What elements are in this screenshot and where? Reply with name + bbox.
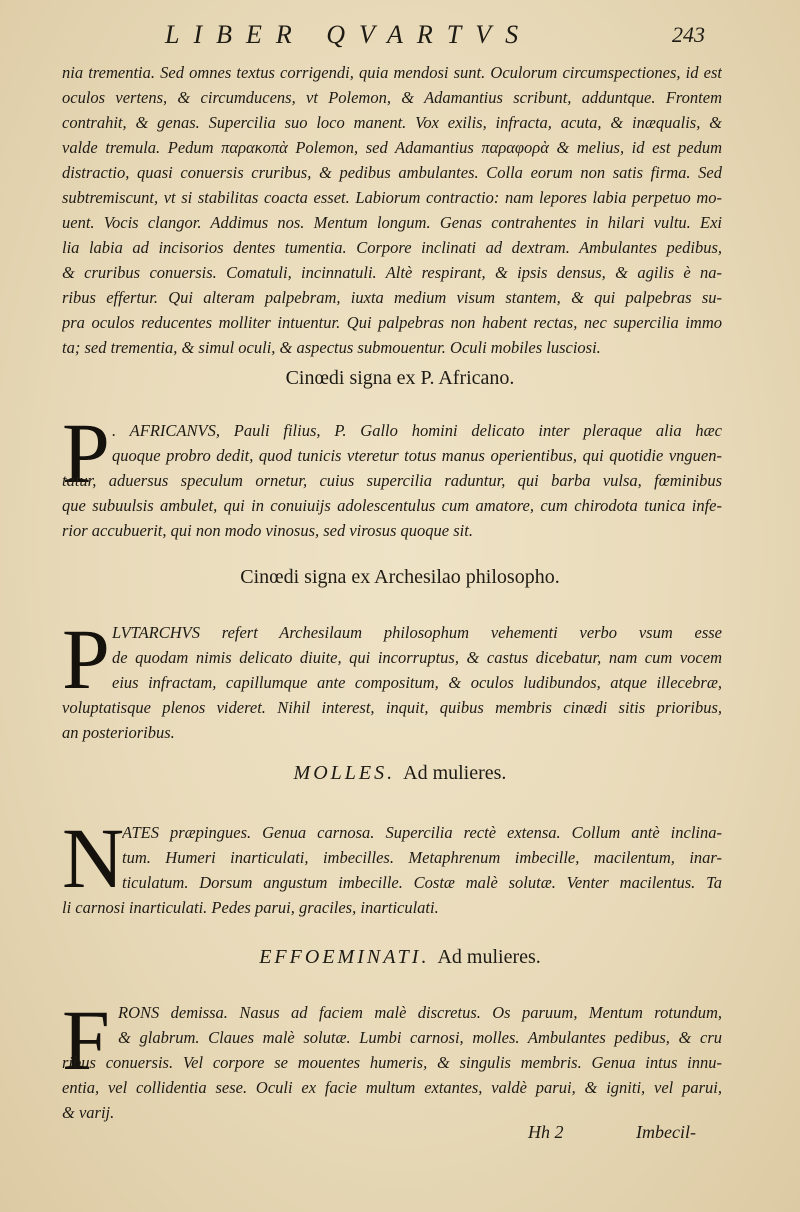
paragraph-continuation: [62, 60, 722, 360]
page-number: 243: [672, 22, 705, 47]
paragraph-plutarchus-cont: [62, 695, 722, 745]
drop-cap: P: [62, 405, 110, 501]
paragraph-molles: [122, 820, 722, 895]
drop-cap: F: [62, 992, 110, 1088]
text-line: ribus conuersis. Vel corpore se mouentes humeris, & singulis membris. Genua intus innu-: [62, 1053, 722, 1072]
text-line: eius infractam, capillumque ante compositum, & oculos ludibundos, atque illecebræ,: [112, 673, 722, 692]
text-line: rior accubuerit, qui non modo vinosus, sed virosus quoque sit.: [62, 521, 473, 540]
text-line: . AFRICANVS, Pauli filius, P. Gallo homini delicato inter pleraque alia hæc: [112, 421, 722, 440]
text-line: contrahit, & genas. Supercilia suo loco manent. Vox exilis, infracta, acuta, & inæqualis, &: [62, 113, 722, 132]
text-line: & glabrum. Claues malè solutæ. Lumbi carnosi, molles. Ambulantes pedibus, & cru: [118, 1028, 722, 1047]
text-line: distractio, quasi conuersis cruribus, & pedibus ambulantes. Colla eorum non satis firma. Sed: [62, 163, 722, 182]
text-line: de quodam nimis delicato diuite, qui incorruptus, & castus dicebatur, nam cum vocem: [112, 648, 722, 667]
text-line: ticulatum. Dorsum angustum imbecille. Costæ malè solutæ. Venter macilentus. Ta: [122, 873, 722, 892]
text-line: entia, vel collidentia sese. Oculi ex facie multum extantes, valdè parui, & igniti, vel parui,: [62, 1078, 722, 1097]
text-line: ribus effertur. Qui alteram palpebram, iuxta medium visum stantem, & qui palpebras su-: [62, 288, 722, 307]
catchline: [0, 1122, 800, 1150]
text-line: ATES præpingues. Genua carnosa. Supercilia rectè extensa. Collum antè inclina-: [122, 823, 722, 842]
running-head: [0, 18, 800, 54]
running-head-title: LIBER QVARTVS: [165, 20, 533, 49]
paragraph-africanus-cont: [62, 468, 722, 543]
heading-caps: MOLLES.: [293, 762, 396, 784]
paragraph-molles-cont: [62, 895, 722, 920]
text-line: tum. Humeri inarticulati, imbecilles. Metaphrenum imbecille, macilentum, inar-: [122, 848, 722, 867]
text-line: & cruribus conuersis. Comatuli, incinnatuli. Altè respirant, & ipsis densus, & agilis è na-: [62, 263, 722, 282]
text-line: nia trementia. Sed omnes textus corrigendi, quia mendosi sunt. Oculorum circumspectiones, id est: [62, 63, 722, 82]
text-line: quoque probro dedit, quod tunicis vteretur totus manus operientibus, qui quotidie vnguen-: [112, 446, 722, 465]
catchword: Imbecil-: [636, 1122, 696, 1142]
text-line: voluptatisque plenos videret. Nihil interest, inquit, quibus membris cinædi sitis prioribus,: [62, 698, 722, 717]
text-line: tatur, aduersus speculum ornetur, cuius supercilia raduntur, qui barba vulsa, fœminibus: [62, 471, 722, 490]
signature-mark: Hh 2: [528, 1122, 564, 1142]
paragraph-plutarchus: [112, 620, 722, 695]
paragraph-effoeminati: [118, 1000, 722, 1050]
section-heading-effoeminati: [0, 946, 800, 969]
text-line: LVTARCHVS refert Archesilaum philosophum vehementi verbo vsum esse: [112, 623, 722, 642]
section-heading: Cinœdi signa ex P. Africano.: [285, 367, 515, 389]
paragraph-africanus: [112, 418, 722, 468]
text-line: que subuulsis ambulet, qui in conuiuijs adolescentulus cum amatore, cum chirodota tunica infe-: [62, 496, 722, 515]
drop-cap: N: [62, 810, 125, 906]
text-line: & varij.: [62, 1103, 115, 1122]
heading-rest: Ad mulieres.: [437, 946, 541, 968]
text-line: valde tremula. Pedum παρακοπὰ Polemon, sed Adamantius παραφορὰ & melius, id est pedum: [62, 138, 722, 157]
text-line: RONS demissa. Nasus ad faciem malè discretus. Os paruum, Mentum rotundum,: [118, 1003, 722, 1022]
text-line: uent. Vocis clangor. Addimus nos. Mentum longum. Genas contrahentes in hilari vultu. Exi: [62, 213, 722, 232]
heading-rest: Ad mulieres.: [403, 762, 507, 784]
text-line: pra oculos reducentes molliter intuentur. Qui palpebras non habent rectas, nec supercilia immo: [62, 313, 722, 332]
text-line: li carnosi inarticulati. Pedes parui, graciles, inarticulati.: [62, 898, 439, 917]
paragraph-effoeminati-cont: [62, 1050, 722, 1125]
section-heading: Cinœdi signa ex Archesilao philosopho.: [240, 566, 560, 588]
text-line: oculos vertens, & circumducens, vt Polemon, & Adamantius scribunt, adduntque. Frontem: [62, 88, 722, 107]
heading-caps: EFFOEMINATI.: [259, 946, 430, 968]
text-line: an posterioribus.: [62, 723, 175, 742]
section-heading-molles: [0, 762, 800, 785]
text-line: ta; sed trementia, & simul oculi, & aspectus submouentur. Oculi mobiles lusciosi.: [62, 338, 601, 357]
drop-cap: P: [62, 611, 110, 707]
text-line: subtremiscunt, vt si stabilitas coacta esset. Labiorum contractio: nam lepores labia perpetuo mo-: [62, 188, 722, 207]
text-line: lia labia ad incisorios dentes tumentia. Corpore inclinati ad dextram. Ambulantes pedibus,: [62, 238, 722, 257]
